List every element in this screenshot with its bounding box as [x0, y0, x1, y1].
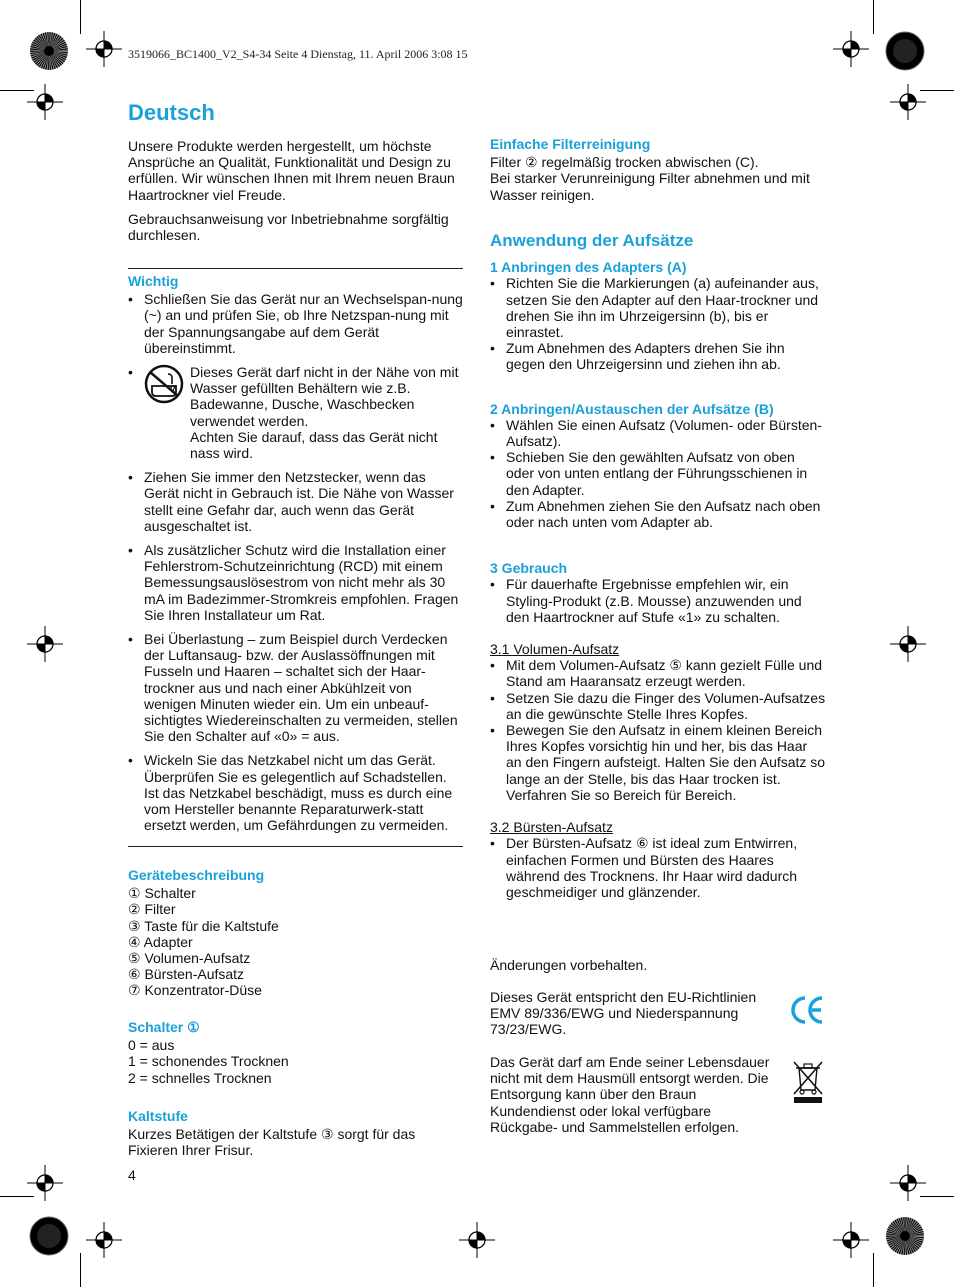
registration-mark-icon	[27, 626, 63, 662]
list-item: • Setzen Sie dazu die Finger des Volumen-Aufsatzes an die gewünschte Stelle Ihres Kopfes.	[490, 690, 826, 722]
registration-mark-icon	[890, 1165, 926, 1201]
registration-mark-icon	[86, 31, 122, 67]
list-item: • Als zusätzlicher Schutz wird die Installation einer Fehlerstrom-Schutzeinrichtung (RCD) mit einem Bemessungsauslösestrom von nicht mehr als 30 mA im Badezimmer-Stromkreis empfohlen. Fragen Sie Ihren Installateur um Rat.	[128, 542, 464, 623]
list-item	[128, 364, 464, 461]
list-item: ① Schalter	[128, 885, 196, 902]
aufsaetze-heading: 2 Anbringen/Austauschen der Aufsätze (B)	[490, 400, 774, 417]
section-divider	[128, 268, 463, 269]
eu-conformity-text: Dieses Gerät entspricht den EU-Richtlinien EMV 89/336/EWG und Niederspannung 73/23/EWG.	[490, 989, 757, 1038]
disposal-text: Das Gerät darf am Ende seiner Lebensdauer nicht mit dem Hausmüll entsorgt werden. Die Entsorgung kann über den Braun Kundendienst oder lokal verfügbare Rückgabe- und Sammelstellen erfolgen.	[490, 1054, 770, 1135]
buersten-list	[490, 835, 826, 900]
schalter-section	[128, 1019, 464, 1086]
kaltstufe-heading: Kaltstufe	[128, 1108, 188, 1124]
volumen-list	[490, 657, 826, 803]
intro-paragraph: Unsere Produkte werden hergestellt, um höchste Ansprüche an Qualität, Funktionalität und Design zu erfüllen. Wir wünschen Ihnen mit Ihrem neuen Braun Haartrockner viel Freude.	[128, 138, 455, 203]
adapter-heading: 1 Anbringen des Adapters (A)	[490, 259, 687, 276]
list-item: • Bewegen Sie den Aufsatz in einem kleinen Bereich Ihres Kopfes vorsichtig hin und her, bis das Haar an den Fingern aufsteigt. Halten Sie den Aufsatz so lange an der Stelle, bis das Haar trocken ist. Verfahren Sie so Bereich für Bereich.	[490, 722, 826, 803]
aufsaetze-list	[490, 417, 826, 530]
gebrauch-heading: 3 Gebrauch	[490, 560, 568, 577]
filter-section	[490, 136, 826, 203]
crop-mark	[80, 0, 81, 34]
registration-mark-icon	[833, 1222, 869, 1258]
list-item: ② Filter	[128, 901, 176, 918]
list-item: • Ziehen Sie immer den Netzstecker, wenn das Gerät nicht in Gebrauch ist. Die Nähe von Wasser stellt eine Gefahr dar, auch wenn das Gerät ausgeschaltet ist.	[128, 469, 464, 534]
filter-text: Bei starker Verunreinigung Filter abnehmen und mit Wasser reinigen.	[490, 170, 810, 203]
list-item: ③ Taste für die Kaltstufe	[128, 917, 279, 934]
list-item: ⑤ Volumen-Aufsatz	[128, 950, 251, 967]
part-list	[128, 885, 464, 998]
buersten-subheading: 3.2 Bürsten-Aufsatz	[490, 819, 613, 836]
list-item: • Schließen Sie das Gerät nur an Wechselspan-nung (~) an und prüfen Sie, ob Ihre Netzspan-nung mit der Spannungsangabe auf dem Gerät übereinstimmt.	[128, 291, 464, 356]
geraet-heading: Gerätebeschreibung	[128, 867, 265, 883]
volumen-subheading: 3.1 Volumen-Aufsatz	[490, 641, 620, 658]
list-item: ④ Adapter	[128, 933, 193, 950]
wichtig-section	[128, 273, 464, 834]
anwendung-section	[490, 233, 826, 900]
registration-mark-icon	[27, 84, 63, 120]
changes-note: Änderungen vorbehalten.	[490, 957, 648, 973]
list-item: • Zum Abnehmen ziehen Sie den Aufsatz nach oben oder nach unten vom Adapter ab.	[490, 498, 826, 530]
wichtig-heading: Wichtig	[128, 273, 179, 289]
registration-mark-icon	[86, 1222, 122, 1258]
registration-mark-icon	[459, 1222, 495, 1258]
starburst-target-icon	[29, 1216, 69, 1256]
list-item: • Zum Abnehmen des Adapters drehen Sie ihn gegen den Uhrzeigersinn und ziehen ihn ab.	[490, 340, 826, 372]
starburst-target-icon	[29, 31, 69, 71]
kaltstufe-text: Kurzes Betätigen der Kaltstufe ③ sorgt für das Fixieren Ihrer Frisur.	[128, 1126, 416, 1159]
starburst-target-icon	[885, 1216, 925, 1256]
registration-mark-icon	[833, 31, 869, 67]
list-item: • Für dauerhafte Ergebnisse empfehlen wir, ein Styling-Produkt (z.B. Mousse) anzuwenden und den Haartrockner auf Stufe «1» zu schalten.	[490, 576, 826, 625]
registration-mark-icon	[890, 84, 926, 120]
crop-mark	[873, 0, 874, 34]
anwendung-heading: Anwendung der Aufsätze	[490, 231, 694, 250]
list-item: ⑦ Konzentrator-Düse	[128, 982, 262, 999]
no-water-bath-icon	[142, 364, 186, 404]
adapter-list	[490, 275, 826, 372]
list-item: • Wickeln Sie das Netzkabel nicht um das Gerät. Überprüfen Sie es gelegentlich auf Schadstellen. Ist das Netzkabel beschädigt, muss es durch eine vom Hersteller benannte Reparaturwerk-statt ersetzt werden, um Gefährdungen zu vermeiden.	[128, 752, 464, 833]
kaltstufe-section	[128, 1108, 464, 1159]
geraet-section	[128, 867, 464, 999]
crop-mark	[80, 1253, 81, 1287]
print-info-header: 3519066_BC1400_V2_S4-34 Seite 4 Dienstag, 11. April 2006 3:08 15	[128, 47, 468, 61]
list-item: 0 = aus	[128, 1037, 175, 1054]
intro-paragraph: Gebrauchsanweisung vor Inbetriebnahme sorgfältig durchlesen.	[128, 210, 449, 244]
page-number: 4	[128, 1167, 136, 1183]
list-item-text: Achten Sie darauf, dass das Gerät nicht nass wird.	[190, 428, 438, 462]
list-item: 2 = schnelles Trocknen	[128, 1069, 272, 1086]
registration-mark-icon	[27, 1165, 63, 1201]
filter-text: Filter ② regelmäßig trocken abwischen (C).	[490, 154, 759, 171]
list-item: • Mit dem Volumen-Aufsatz ⑤ kann gezielt Fülle und Stand am Haaransatz erzeugt werden.	[490, 657, 826, 689]
crossed-bin-icon	[791, 1058, 825, 1104]
list-item: • Der Bürsten-Aufsatz ⑥ ist ideal zum Entwirren, einfachen Formen und Bürsten des Haares während des Trocknens. Ihr Haar wird dadurch geschmeidiger und glänzender.	[490, 835, 826, 900]
starburst-target-icon	[885, 31, 925, 71]
crop-mark	[873, 1253, 874, 1287]
registration-mark-icon	[890, 626, 926, 662]
schalter-heading: Schalter ①	[128, 1019, 200, 1035]
filter-heading: Einfache Filterreinigung	[490, 136, 651, 152]
list-item-text: Dieses Gerät darf nicht in der Nähe von mit Wasser gefüllten Behältern wie z.B. Badewanne, Dusche, Waschbecken verwendet werden.	[190, 364, 459, 429]
intro-section	[128, 138, 464, 243]
wichtig-list	[128, 291, 464, 833]
gebrauch-list	[490, 576, 826, 625]
list-item: • Schieben Sie den gewählten Aufsatz von oben oder von unten entlang der Führungsschienen in den Adapter.	[490, 449, 826, 498]
list-item: • Wählen Sie einen Aufsatz (Volumen- oder Bürsten-Aufsatz).	[490, 417, 826, 449]
list-item: ⑥ Bürsten-Aufsatz	[128, 966, 245, 983]
list-item: • Bei Überlastung – zum Beispiel durch Verdecken der Luftansaug- bzw. der Auslassöffnungen mit Fusseln und Haaren – schaltet sich der Haar-trockner aus und nach einer Abkühlzeit von wenigen Minuten wieder ein. Um ein unbeauf-sichtigtes Wiedereinschalten zu vermeiden, stellen Sie den Schalter auf «0» = aus.	[128, 631, 464, 744]
ce-mark-icon	[788, 990, 828, 1030]
list-item: • Richten Sie die Markierungen (a) aufeinander aus, setzen Sie den Adapter auf den Haar-trockner und drehen Sie ihn im Uhrzeigersinn (b), bis er einrastet.	[490, 275, 826, 340]
page-title: Deutsch	[128, 100, 215, 125]
section-divider	[128, 846, 463, 847]
list-item: 1 = schonendes Trocknen	[128, 1053, 289, 1070]
